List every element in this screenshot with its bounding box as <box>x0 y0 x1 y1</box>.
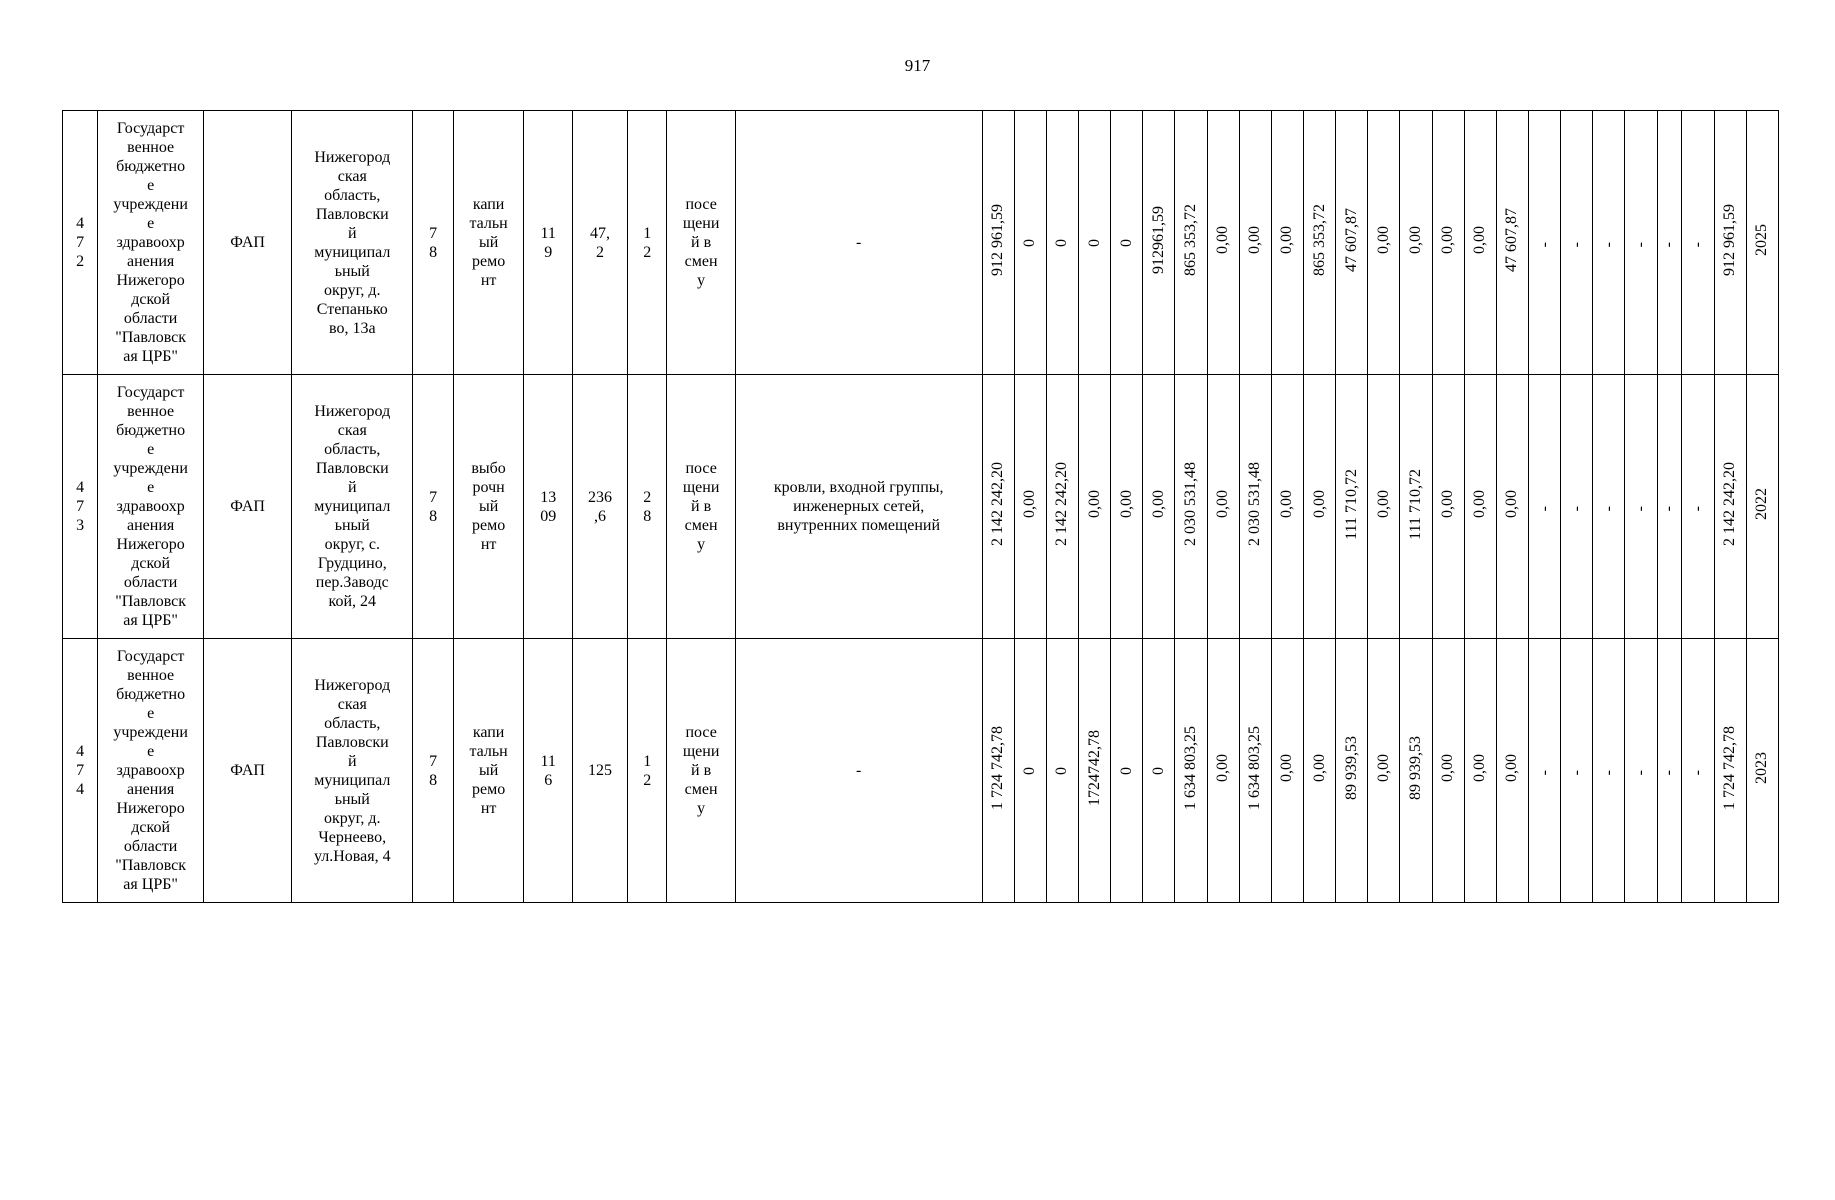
amount-cell <box>1400 111 1432 375</box>
amount-value: 0,00 <box>1374 226 1392 254</box>
amount-value: 0,00 <box>1149 490 1167 518</box>
amount-value: 0,00 <box>1021 490 1039 518</box>
amount-cell <box>1682 111 1714 375</box>
amount-cell <box>1368 639 1400 903</box>
amount-cell <box>1143 639 1175 903</box>
amount-value: 111 710,72 <box>1406 468 1424 540</box>
amount-cell <box>1746 111 1778 375</box>
amount-cell <box>1432 111 1464 375</box>
amount-value: - <box>1599 769 1617 775</box>
amount-value: - <box>1688 505 1706 511</box>
amount-value: 2 142 242,20 <box>989 462 1007 546</box>
work-type: выбо рочн ый ремо нт <box>453 375 524 639</box>
repair-elements: - <box>735 639 982 903</box>
amount-value: - <box>1567 769 1585 775</box>
institution-name: Государст венное бюджетно е учреждени е здравоохр анения Нижегоро дской области "Павловск ая ЦРБ" <box>98 639 204 903</box>
amount-value: 0,00 <box>1471 226 1489 254</box>
row-number: 4 7 4 <box>63 639 98 903</box>
amount-value: - <box>1535 241 1553 247</box>
amount-value: 2 030 531,48 <box>1182 462 1199 546</box>
row-number: 4 7 2 <box>63 111 98 375</box>
amount-value: 0,00 <box>1503 754 1521 782</box>
amount-value: 0,00 <box>1246 226 1264 254</box>
amount-cell <box>1528 111 1560 375</box>
amount-value: 0 <box>1021 239 1039 247</box>
amount-value: - <box>1631 241 1649 247</box>
amount-value: 865 353,72 <box>1182 204 1199 276</box>
amount-value: 0,00 <box>1278 226 1296 254</box>
page-number: 917 <box>904 56 931 75</box>
amount-value: 89 939,53 <box>1342 736 1360 800</box>
amount-value: - <box>1535 769 1553 775</box>
work-type: капи тальн ый ремо нт <box>453 111 524 375</box>
amount-cell <box>1625 639 1657 903</box>
amount-value: - <box>1567 505 1585 511</box>
amount-value: 0,00 <box>1310 754 1328 782</box>
amount-cell <box>1561 375 1593 639</box>
amount-cell <box>1593 375 1625 639</box>
institution-name: Государст венное бюджетно е учреждени е здравоохр анения Нижегоро дской области "Павловск ая ЦРБ" <box>98 111 204 375</box>
amount-value: 0,00 <box>1214 490 1232 518</box>
amount-cell <box>1239 639 1271 903</box>
amount-value: 0,00 <box>1406 226 1424 254</box>
column-7: 236 ,6 <box>573 375 628 639</box>
amount-value: 912961,59 <box>1149 206 1167 274</box>
facility-type: ФАП <box>204 111 292 375</box>
amount-cell <box>1682 375 1714 639</box>
table-row <box>63 375 1779 639</box>
amount-value: 47 607,87 <box>1503 208 1521 272</box>
amount-cell <box>1400 639 1432 903</box>
amount-value: 0,00 <box>1278 490 1296 518</box>
amount-cell <box>1336 111 1368 375</box>
work-type: капи тальн ый ремо нт <box>453 639 524 903</box>
amount-value: 1 634 803,25 <box>1246 726 1264 810</box>
column-6: 11 9 <box>524 111 573 375</box>
amount-value: 1 724 742,78 <box>1721 726 1739 810</box>
amount-cell <box>1111 111 1143 375</box>
amount-value: 0 <box>1053 239 1071 247</box>
amount-cell <box>1304 375 1336 639</box>
column-8: 1 2 <box>628 639 667 903</box>
amount-value: 865 353,72 <box>1310 204 1328 276</box>
amount-value: - <box>1567 241 1585 247</box>
repair-elements: - <box>735 111 982 375</box>
amount-cell <box>1714 639 1746 903</box>
amount-value: 2025 <box>1753 224 1771 256</box>
column-4: 7 8 <box>413 639 453 903</box>
amount-value: 0,00 <box>1310 490 1328 518</box>
amount-cell <box>1207 639 1239 903</box>
amount-cell <box>1111 639 1143 903</box>
amount-value: 0 <box>1085 239 1103 247</box>
amount-cell <box>1271 639 1303 903</box>
amount-cell <box>1046 639 1078 903</box>
amount-cell <box>1079 639 1111 903</box>
amount-cell <box>1464 111 1496 375</box>
amount-value: 0,00 <box>1374 490 1392 518</box>
amount-cell <box>1496 111 1528 375</box>
amount-cell <box>1746 639 1778 903</box>
amount-cell <box>1400 375 1432 639</box>
amount-value: - <box>1631 769 1649 775</box>
amount-value: 912 961,59 <box>1721 204 1739 276</box>
amount-cell <box>1046 375 1078 639</box>
amount-cell <box>1528 639 1560 903</box>
amount-cell <box>1368 375 1400 639</box>
amount-value: 912 961,59 <box>989 204 1007 276</box>
amount-cell <box>1432 639 1464 903</box>
column-7: 125 <box>573 639 628 903</box>
amount-cell <box>1714 111 1746 375</box>
amount-cell <box>1746 375 1778 639</box>
amount-cell <box>1593 639 1625 903</box>
amount-value: 0,00 <box>1471 754 1489 782</box>
amount-cell <box>1464 639 1496 903</box>
amount-value: 1 724 742,78 <box>989 726 1007 810</box>
amount-cell <box>1014 111 1046 375</box>
amount-cell <box>1528 375 1560 639</box>
amount-value: 0,00 <box>1471 490 1489 518</box>
amount-cell <box>982 111 1014 375</box>
amount-value: - <box>1631 505 1649 511</box>
institution-name: Государст венное бюджетно е учреждени е здравоохр анения Нижегоро дской области "Павловск ая ЦРБ" <box>98 375 204 639</box>
amount-value: 0 <box>1053 767 1071 775</box>
facility-type: ФАП <box>204 639 292 903</box>
amount-value: 0,00 <box>1503 490 1521 518</box>
amount-cell <box>982 375 1014 639</box>
amount-value: 2 030 531,48 <box>1246 462 1264 546</box>
amount-value: 1724742,78 <box>1085 730 1103 806</box>
amount-cell <box>1625 375 1657 639</box>
amount-value: 89 939,53 <box>1406 736 1424 800</box>
amount-value: - <box>1660 505 1678 511</box>
amount-cell <box>1239 375 1271 639</box>
amount-cell <box>1046 111 1078 375</box>
amount-value: 2023 <box>1753 752 1771 784</box>
amount-cell <box>1561 111 1593 375</box>
amount-value: - <box>1688 241 1706 247</box>
column-7: 47, 2 <box>573 111 628 375</box>
row-number: 4 7 3 <box>63 375 98 639</box>
amount-value: - <box>1688 769 1706 775</box>
amount-value: - <box>1535 505 1553 511</box>
amount-cell <box>1014 639 1046 903</box>
amount-cell <box>1657 375 1682 639</box>
amount-value: 0,00 <box>1374 754 1392 782</box>
amount-cell <box>1496 639 1528 903</box>
amount-cell <box>1657 639 1682 903</box>
amount-cell <box>1014 375 1046 639</box>
amount-value: 0,00 <box>1439 490 1457 518</box>
repair-elements: кровли, входной группы, инженерных сетей, внутренних помещений <box>735 375 982 639</box>
amount-cell <box>1593 111 1625 375</box>
column-6: 11 6 <box>524 639 573 903</box>
amount-value: 0,00 <box>1085 490 1103 518</box>
amount-cell <box>1207 375 1239 639</box>
amount-value: 1 634 803,25 <box>1182 726 1199 810</box>
amount-cell <box>1561 639 1593 903</box>
facilities-table <box>62 110 1779 903</box>
amount-value: 0,00 <box>1439 754 1457 782</box>
amount-value: 0,00 <box>1117 490 1135 518</box>
amount-cell <box>1143 111 1175 375</box>
amount-cell <box>1175 111 1207 375</box>
amount-cell <box>1239 111 1271 375</box>
column-4: 7 8 <box>413 375 453 639</box>
amount-cell <box>1079 375 1111 639</box>
amount-cell <box>1682 639 1714 903</box>
amount-cell <box>1464 375 1496 639</box>
amount-value: 0 <box>1149 767 1167 775</box>
table-row <box>63 111 1779 375</box>
amount-value: - <box>1599 241 1617 247</box>
amount-cell <box>1625 111 1657 375</box>
column-4: 7 8 <box>413 111 453 375</box>
amount-cell <box>1304 111 1336 375</box>
amount-value: - <box>1599 505 1617 511</box>
amount-cell <box>1207 111 1239 375</box>
amount-value: 0,00 <box>1439 226 1457 254</box>
facility-address: Нижегород ская область, Павловски й муниципал ьный округ, с. Грудцино, пер.Заводс кой, 24 <box>292 375 413 639</box>
amount-cell <box>1143 375 1175 639</box>
amount-cell <box>1714 375 1746 639</box>
amount-cell <box>1079 111 1111 375</box>
facility-address: Нижегород ская область, Павловски й муниципал ьный округ, д. Степанько во, 13а <box>292 111 413 375</box>
amount-value: 0 <box>1117 767 1135 775</box>
amount-cell <box>1271 375 1303 639</box>
amount-cell <box>982 639 1014 903</box>
amount-value: 2 142 242,20 <box>1053 462 1071 546</box>
amount-cell <box>1175 375 1207 639</box>
amount-cell <box>1368 111 1400 375</box>
amount-cell <box>1496 375 1528 639</box>
capacity-unit: посе щени й в смен у <box>667 375 735 639</box>
amount-cell <box>1432 375 1464 639</box>
amount-value: 0 <box>1117 239 1135 247</box>
column-8: 2 8 <box>628 375 667 639</box>
amount-value: 0 <box>1021 767 1039 775</box>
amount-cell <box>1175 639 1207 903</box>
amount-cell <box>1336 375 1368 639</box>
amount-value: 111 710,72 <box>1342 468 1360 540</box>
amount-value: - <box>1660 769 1678 775</box>
amount-value: 0,00 <box>1278 754 1296 782</box>
amount-value: 2 142 242,20 <box>1721 462 1739 546</box>
capacity-unit: посе щени й в смен у <box>667 639 735 903</box>
amount-value: 47 607,87 <box>1342 208 1360 272</box>
table-row <box>63 639 1779 903</box>
capacity-unit: посе щени й в смен у <box>667 111 735 375</box>
amount-value: - <box>1660 241 1678 247</box>
column-8: 1 2 <box>628 111 667 375</box>
facility-type: ФАП <box>204 375 292 639</box>
amount-cell <box>1657 111 1682 375</box>
amount-cell <box>1271 111 1303 375</box>
facility-address: Нижегород ская область, Павловски й муниципал ьный округ, д. Чернеево, ул.Новая, 4 <box>292 639 413 903</box>
amount-value: 2022 <box>1753 488 1771 520</box>
amount-value: 0,00 <box>1214 754 1232 782</box>
amount-cell <box>1336 639 1368 903</box>
column-6: 13 09 <box>524 375 573 639</box>
amount-value: 0,00 <box>1214 226 1232 254</box>
amount-cell <box>1304 639 1336 903</box>
amount-cell <box>1111 375 1143 639</box>
